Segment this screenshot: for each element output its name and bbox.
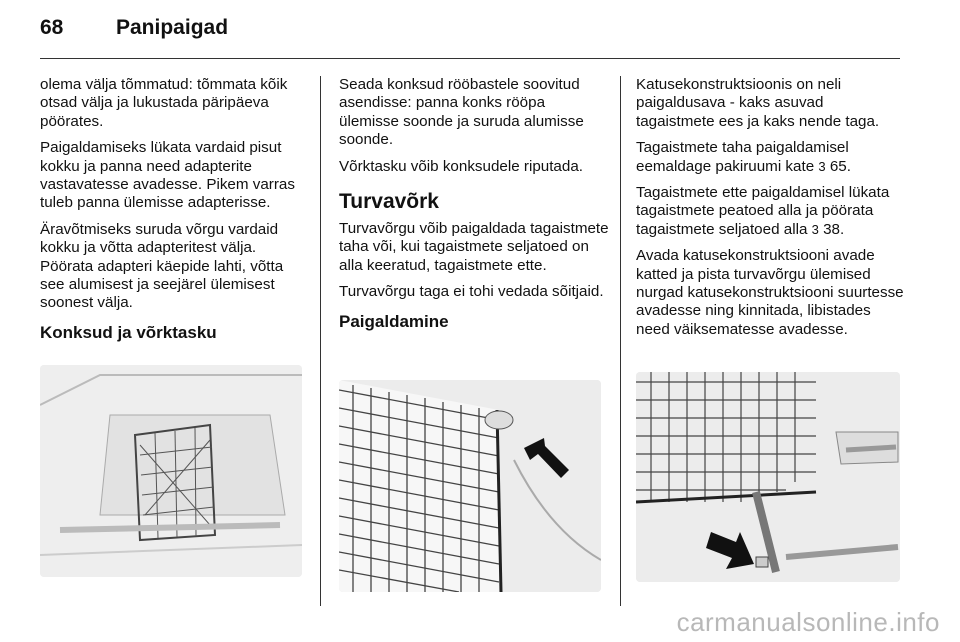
paragraph: Seada konksud rööbastele soovitud asendisse: panna konks rööpa ülemisse soonde ja suruda alumisse soonde. [339, 76, 584, 149]
page-ref[interactable]: 65. [829, 157, 851, 175]
page-ref-icon: 3 [818, 158, 826, 174]
page-title: Panipaigad [116, 16, 229, 39]
paragraph: olema välja tõmmatud: tõmmata kõik otsad välja ja lukustada päripäeva pöörates. [40, 76, 288, 130]
paragraph [636, 184, 906, 239]
paragraph-text: Tagaistmete ette paigaldamisel lükata tagaistmete peatoed alla ja pöörata tagaistmete seljatoed alla [636, 184, 890, 238]
paragraph: Turvavõrgu taga ei tohi vedada sõitjaid. [339, 283, 604, 301]
paragraph-text: Tagaistmete taha paigaldamisel eemaldage pakiruumi kate [636, 139, 849, 175]
paragraph [636, 139, 906, 176]
column-divider-1 [320, 76, 321, 606]
safety-net-install-illustration [339, 380, 601, 592]
page-ref[interactable]: 38. [823, 220, 845, 238]
section-heading: Turvavõrk [339, 190, 439, 214]
paragraph: Paigaldamiseks lükata vardaid pisut kokku ja panna need adapterite vastavatesse avadesse. Pikem varras tuleb panna ülemisse adapterisse. [40, 139, 295, 212]
page-ref-icon: 3 [811, 221, 819, 237]
roof-mount-illustration [636, 372, 900, 582]
watermark: carmanualsonline.info [676, 607, 940, 637]
column-3 [636, 76, 906, 347]
paragraph: Võrktasku võib konksudele riputada. [339, 157, 583, 175]
paragraph: Äravõtmiseks suruda võrgu vardaid kokku ja võtta adapteritest välja. Pöörata adapteri käepide lahti, võtta see alumisest ja seejärel ülemisest soonest välja. [40, 220, 284, 312]
page-header [40, 16, 920, 48]
column-divider-2 [620, 76, 621, 606]
column-1 [40, 76, 310, 351]
cargo-net-pocket-illustration [40, 365, 302, 577]
page-number: 68 [40, 16, 64, 39]
section-heading: Konksud ja võrktasku [40, 322, 217, 342]
paragraph: Turvavõrgu võib paigaldada tagaistmete taha või, kui tagaistmete seljatoed on alla keeratud, tagaistmete ette. [339, 220, 609, 274]
subsection-heading: Paigaldamine [339, 311, 449, 331]
paragraph: Katusekonstruktsioonis on neli paigaldusava - kaks asuvad tagaistmete ees ja kaks nende taga. [636, 76, 880, 130]
column-2 [339, 76, 609, 340]
paragraph: Avada katusekonstruktsiooni avade katted ja pista turvavõrgu ülemised nurgad katusekonstruktsiooni suurtesse avadesse ning kinnitada, libistades need väiksematesse avadesse. [636, 247, 904, 338]
header-rule [40, 58, 900, 59]
